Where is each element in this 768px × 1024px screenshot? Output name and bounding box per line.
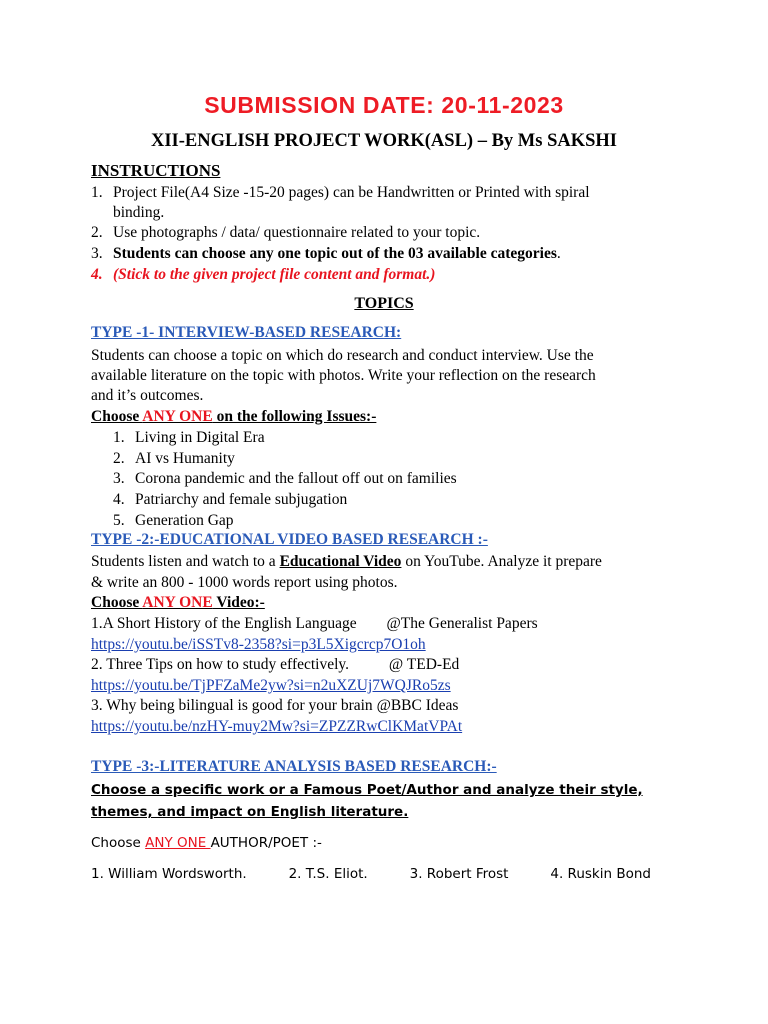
type3-desc-line1: Choose a specific work or a Famous Poet/Author and analyze their style,: [91, 782, 643, 798]
issue-item-3: 3. Corona pandemic and the fallout off out on families: [113, 470, 457, 487]
issue-item-1: 1. Living in Digital Era: [113, 429, 265, 446]
instruction-item-3: 3. Students can choose any one topic out of the 03 available categories.: [91, 245, 561, 262]
type1-choose-line: Choose ANY ONE on the following Issues:-: [91, 408, 377, 425]
author-item-4: 4. Ruskin Bond: [550, 866, 651, 882]
topics-heading: TOPICS: [354, 295, 414, 312]
author-item-3: 3. Robert Frost: [409, 866, 509, 882]
type1-desc-line2: available literature on the topic with photos. Write your reflection on the research: [91, 367, 596, 384]
type1-heading: TYPE -1- INTERVIEW-BASED RESEARCH:: [91, 324, 402, 341]
instruction-item-1-cont: binding.: [113, 204, 165, 221]
type3-desc-line2: themes, and impact on English literature.: [91, 804, 409, 820]
type2-choose-line: Choose ANY ONE Video:-: [91, 594, 265, 611]
instruction-item-4: 4. (Stick to the given project file content and format.): [91, 266, 436, 283]
video-link-3[interactable]: https://youtu.be/nzHY-muy2Mw?si=ZPZZRwClKMatVPAt: [91, 718, 463, 735]
author-item-1: 1. William Wordsworth.: [91, 866, 247, 882]
issue-item-2: 2. AI vs Humanity: [113, 450, 235, 467]
type1-desc-line1: Students can choose a topic on which do research and conduct interview. Use the: [91, 347, 594, 364]
instruction-item-2: 2. Use photographs / data/ questionnaire related to your topic.: [91, 224, 481, 241]
type2-desc-line1: Students listen and watch to a Educational Video on YouTube. Analyze it prepare: [91, 553, 602, 570]
video-link-2[interactable]: https://youtu.be/TjPFZaMe2yw?si=n2uXZUj7WQJRo5zs: [91, 677, 451, 694]
type1-desc-line3: and it’s outcomes.: [91, 387, 204, 404]
video-item-2: 2. Three Tips on how to study effectively. @ TED-Ed: [91, 656, 460, 673]
type3-choose-line: Choose ANY ONE AUTHOR/POET :-: [91, 835, 322, 851]
instructions-heading: INSTRUCTIONS: [91, 161, 221, 180]
type2-heading: TYPE -2:-EDUCATIONAL VIDEO BASED RESEARCH :-: [91, 531, 488, 548]
instruction-item-1: 1. Project File(A4 Size -15-20 pages) can be Handwritten or Printed with spiral: [91, 184, 590, 201]
issue-item-5: 5. Generation Gap: [113, 512, 234, 529]
project-title: XII-ENGLISH PROJECT WORK(ASL) – By Ms SAKSHI: [150, 131, 617, 151]
author-list: [91, 864, 651, 884]
video-link-1[interactable]: https://youtu.be/iSSTv8-2358?si=p3L5Xigcrcp7O1oh: [91, 636, 426, 653]
submission-date: SUBMISSION DATE: 20-11-2023: [204, 92, 564, 118]
type2-desc-line2: & write an 800 - 1000 words report using photos.: [91, 574, 398, 591]
issue-item-4: 4. Patriarchy and female subjugation: [113, 491, 348, 508]
video-item-3: 3. Why being bilingual is good for your brain @BBC Ideas: [91, 697, 459, 714]
type3-heading: TYPE -3:-LITERATURE ANALYSIS BASED RESEARCH:-: [91, 758, 497, 775]
author-item-2: 2. T.S. Eliot.: [288, 866, 368, 882]
video-item-1: 1.A Short History of the English Language @The Generalist Papers: [91, 615, 538, 632]
